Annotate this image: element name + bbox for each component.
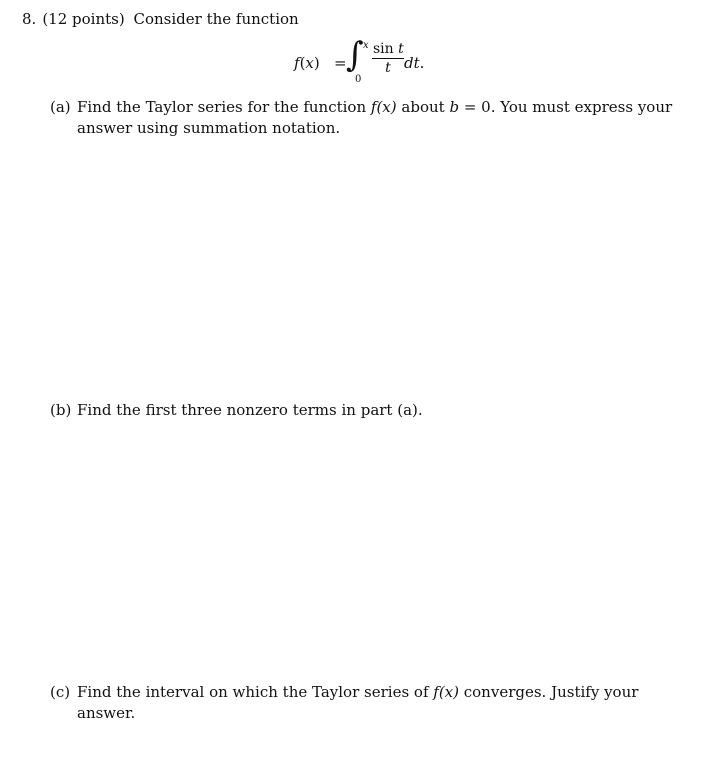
equation-lhs bbox=[294, 54, 320, 72]
numerator-variable: t bbox=[398, 41, 404, 57]
part-c-math-fx: f(x) bbox=[433, 683, 459, 701]
part-a-math-b: b bbox=[449, 98, 460, 116]
part-c-text bbox=[77, 682, 690, 724]
equals-sign: = bbox=[334, 54, 347, 72]
part-b bbox=[50, 400, 690, 421]
problem-intro: Consider the function bbox=[133, 10, 299, 28]
part-a bbox=[50, 97, 690, 139]
part-a-text-3: = 0. You must express your answer using summation notation. bbox=[77, 98, 673, 137]
part-b-text: Find the first three nonzero terms in part (a). bbox=[77, 401, 423, 419]
differential bbox=[404, 54, 424, 72]
part-b-label: (b) bbox=[50, 401, 72, 419]
fraction-denominator: t bbox=[385, 60, 391, 76]
part-c bbox=[50, 682, 690, 724]
part-c-text-1: Find the interval on which the Taylor series of bbox=[77, 683, 434, 701]
part-a-text-2: about bbox=[396, 98, 450, 116]
differential-dt: dt bbox=[404, 54, 420, 72]
function-definition-equation bbox=[294, 35, 474, 90]
integral-lower-limit: 0 bbox=[355, 74, 362, 85]
integral-sign: ∫ bbox=[346, 35, 364, 75]
part-a-text bbox=[77, 97, 690, 139]
problem-header bbox=[22, 10, 299, 28]
lhs-function-name: f bbox=[294, 54, 300, 72]
integrand-fraction bbox=[372, 41, 404, 76]
part-c-label: (c) bbox=[50, 683, 71, 701]
part-a-label: (a) bbox=[50, 98, 71, 116]
lhs-paren-open: ( bbox=[299, 54, 306, 72]
integral-upper-limit: x bbox=[363, 40, 369, 51]
numerator-function: sin bbox=[373, 41, 394, 57]
part-a-math-fx: f(x) bbox=[370, 98, 397, 116]
part-c-text-2: converges. Justify your answer. bbox=[77, 683, 639, 722]
fraction-numerator bbox=[372, 41, 404, 59]
part-a-text-1: Find the Taylor series for the function bbox=[77, 98, 371, 116]
lhs-paren-close: ) bbox=[313, 54, 320, 72]
equation-period: . bbox=[419, 54, 425, 72]
problem-number: 8. bbox=[22, 10, 37, 28]
problem-points: (12 points) bbox=[42, 10, 125, 28]
lhs-variable: x bbox=[305, 54, 314, 72]
